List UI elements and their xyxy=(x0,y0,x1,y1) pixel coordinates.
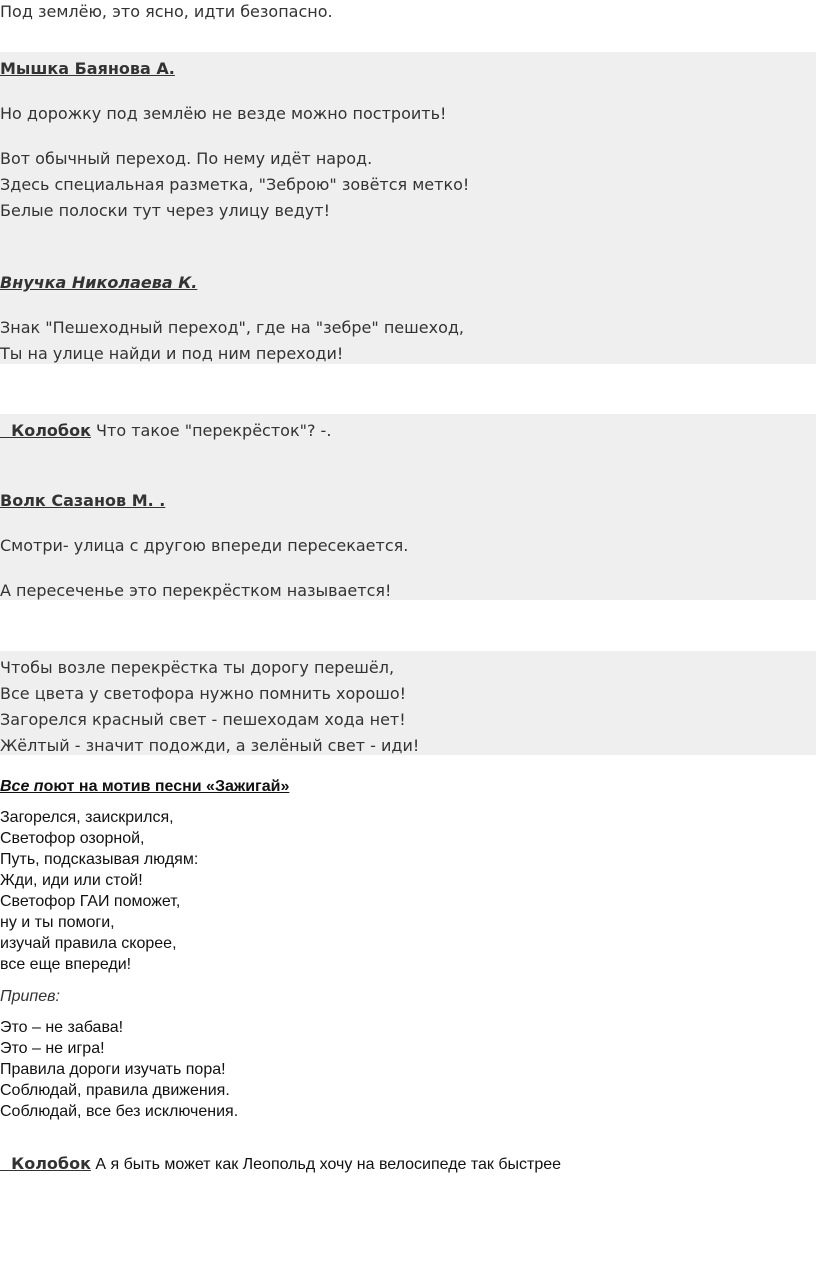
speaker-name: Колобок xyxy=(0,421,91,440)
verse-line: Загорелся красный свет - пешеходам хода нет! xyxy=(0,710,406,729)
chorus-line: Правила дороги изучать пора! xyxy=(0,1061,226,1078)
song-line: ну и ты помоги, xyxy=(0,914,115,931)
verse-line: Здесь специальная разметка, "Зеброю" зовётся метко! xyxy=(0,175,470,194)
chorus-line: Это – не игра! xyxy=(0,1040,105,1057)
song-line: изучай правила скорее, xyxy=(0,935,177,952)
song-line: Загорелся, заискрился, xyxy=(0,809,174,826)
speaker-name: Волк Сазанов М. . xyxy=(0,491,166,510)
section-crossroads-verse xyxy=(0,651,816,755)
verse-line: Жёлтый - значит подожди, а зелёный свет - иди! xyxy=(0,736,420,755)
dialogue-text: Что такое "перекрёсток"? -. xyxy=(90,421,332,440)
speaker-name: Колобок xyxy=(0,1154,91,1173)
text-line: Под землёю, это ясно, идти безопасно. xyxy=(0,2,333,21)
song-heading-rest: оют на мотив песни «Зажигай» xyxy=(43,778,290,795)
dialogue-line xyxy=(0,419,331,443)
chorus-line: Это – не забава! xyxy=(0,1019,124,1036)
chorus-line: Соблюдай, правила движения. xyxy=(0,1082,230,1099)
song-line: Светофор ГАИ поможет, xyxy=(0,893,181,910)
speaker-name: Мышка Баянова А. xyxy=(0,59,175,78)
verse-line: Знак "Пешеходный переход", где на "зебре" пешеход, xyxy=(0,318,465,337)
verse-line: Ты на улице найди и под ним переходи! xyxy=(0,344,344,363)
dialogue-line xyxy=(0,1152,561,1177)
chorus-line: Соблюдай, все без исключения. xyxy=(0,1103,239,1120)
song-line: все еще впереди! xyxy=(0,956,132,973)
section-mouse-granddaughter xyxy=(0,52,816,364)
section-kolobok-wolf xyxy=(0,414,816,600)
song-heading xyxy=(0,775,289,799)
dialogue-text: А я быть может как Леопольд хочу на велосипеде так быстрее xyxy=(90,1156,562,1173)
song-line: Путь, подсказывая людям: xyxy=(0,851,199,868)
song-line: Жди, иди или стой! xyxy=(0,872,143,889)
text-line: Но дорожку под землёю не везде можно построить! xyxy=(0,104,447,123)
verse-line: Чтобы возле перекрёстка ты дорогу перешёл, xyxy=(0,658,395,677)
text-line: Смотри- улица с другою впереди пересекается. xyxy=(0,536,409,555)
chorus-label: Припев: xyxy=(0,988,60,1005)
speaker-name: Внучка Николаева К. xyxy=(0,273,198,292)
song-heading-italic: Все п xyxy=(0,778,44,795)
song-line: Светофор озорной, xyxy=(0,830,145,847)
verse-line: Белые полоски тут через улицу ведут! xyxy=(0,201,330,220)
verse-line: Все цвета у светофора нужно помнить хорошо! xyxy=(0,684,407,703)
text-line: А пересеченье это перекрёстком называется! xyxy=(0,581,392,600)
verse-line: Вот обычный переход. По нему идёт народ. xyxy=(0,149,373,168)
